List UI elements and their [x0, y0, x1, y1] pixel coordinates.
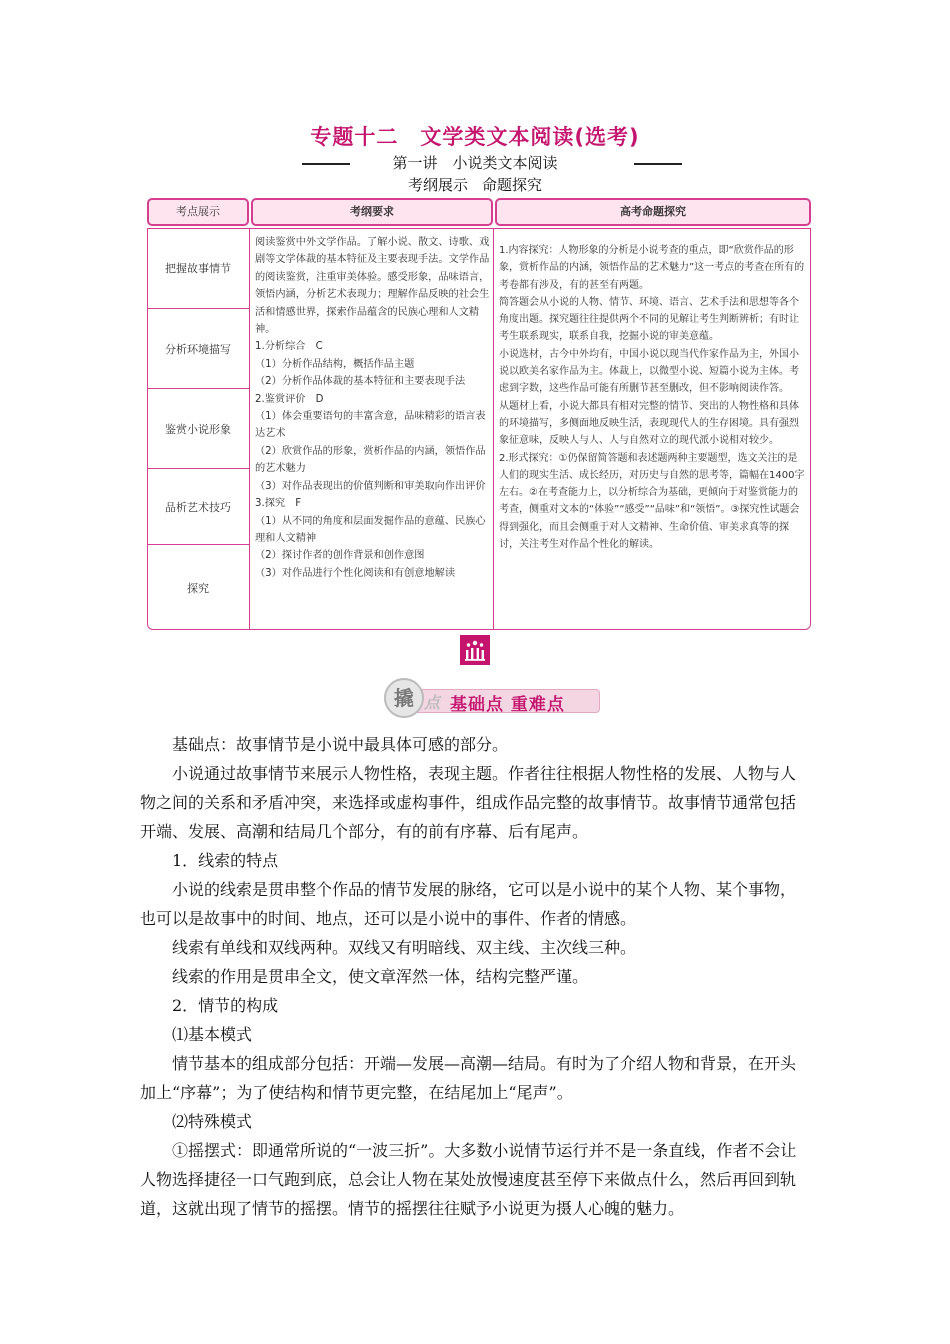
requirement-line: （1）体会重要语句的丰富含意，品味精彩的语言表达艺术: [255, 411, 486, 440]
requirement-line: （3）对作品表现出的价值判断和审美取向作出评价: [255, 480, 486, 492]
paragraph: 情节基本的组成部分包括：开端—发展—高潮—结局。有时为了介绍人物和背景，在开头加上“序幕”；为了使结构和情节更完整，在结尾加上“尾声”。: [140, 1054, 797, 1102]
column-divider: [493, 228, 494, 630]
exploration-paragraph: 简答题会从小说的人物、情节、环境、语言、艺术手法和思想等各个角度出题。探究题往往提供两个不同的见解让考生判断辨析；有时让考生联系现实，联系自我，挖掘小说的审美意蕴。: [499, 296, 799, 343]
paragraph: 基础点：故事情节是小说中最具体可感的部分。: [172, 735, 509, 754]
subtitle-exploration: 命题探究: [482, 176, 543, 194]
body-text: [140, 730, 810, 1223]
column-divider: [249, 228, 250, 630]
requirement-line: （3）对作品进行个性化阅读和有创意地解读: [255, 567, 456, 579]
exploration-paragraph: 1.内容探究：人物形象的分析是小说考查的重点，即“欣赏作品的形象，赏析作品的内涵，领悟作品的艺术魅力”这一考点的考查在所有的考卷都有涉及，有的甚至有两题。: [499, 245, 805, 291]
syllabus-table: [147, 198, 811, 630]
title-topic: 专题十二: [310, 125, 399, 149]
header-requirements: 考纲要求: [251, 198, 493, 226]
exploration-column: [499, 242, 805, 553]
topic-character: 鉴赏小说形象: [147, 388, 249, 468]
exploration-paragraph: 小说选材，古今中外均有，中国小说以现当代作家作品为主，外国小说以欧美名家作品为主。体裁上，以微型小说、短篇小说为主体。考虑到字数，这些作品可能有所删节甚至删改，但不影响阅读作答。: [499, 348, 799, 395]
requirement-line: 2.鉴赏评价 D: [255, 393, 324, 405]
section-heading: [384, 676, 600, 720]
topic-inquiry: 探究: [147, 544, 249, 630]
paragraph: 2．情节的构成: [172, 996, 279, 1015]
title-subject: 文学类文本阅读(选考): [420, 125, 640, 149]
requirement-line: 阅读鉴赏中外文学作品。了解小说、散文、诗歌、戏剧等文学体裁的基本特征及主要表现手法。文学作品的阅读鉴赏，注重审美体验。感受形象，品味语言，领悟内涵，分析艺术表现力；理解作品反映的社会生活和情感世界，探索作品蕴含的民族心理和人文精神。: [255, 237, 490, 336]
requirement-line: （2）分析作品体裁的基本特征和主要表现手法: [255, 376, 466, 388]
section-seal-suffix: 点: [424, 693, 441, 712]
paragraph: ⑵特殊模式: [172, 1112, 253, 1131]
paragraph: 小说的线索是贯串整个作品的情节发展的脉络，它可以是小说中的某个人物、某个事物，也可以是故事中的时间、地点，还可以是小说中的事件、作者的情感。: [140, 880, 797, 928]
requirement-line: 1.分析综合 C: [255, 341, 323, 353]
header-exploration: 高考命题探究: [495, 198, 811, 226]
requirement-line: （1）从不同的角度和层面发掘作品的意蕴、民族心理和人文精神: [255, 515, 486, 544]
requirement-line: （2）探讨作者的创作背景和创作意图: [255, 550, 425, 562]
header-topics: 考点展示: [147, 198, 249, 226]
paragraph: 1．线索的特点: [172, 851, 279, 870]
paragraph: 线索的作用是贯串全文，使文章浑然一体，结构完整严谨。: [172, 967, 589, 986]
requirement-line: 3.探究 F: [255, 498, 302, 510]
requirement-line: （1）分析作品结构，概括作品主题: [255, 358, 415, 370]
paragraph: ①摇摆式：即通常所说的“一波三折”。大多数小说情节运行并不是一条直线，作者不会让人物选择捷径一口气跑到底，总会让人物在某处放慢速度甚至停下来做点什么，然后再回到轨道，这就出现了情节的摇摆。情节的摇摆往往赋予小说更为摄人心魄的魅力。: [140, 1141, 797, 1218]
requirements-column: [255, 234, 491, 582]
decorative-badge-icon: [460, 635, 490, 665]
section-heading-label: 基础点 重难点: [450, 695, 565, 715]
topic-technique: 品析艺术技巧: [147, 468, 249, 544]
lecture-title: 第一讲 小说类文本阅读: [392, 154, 558, 172]
exploration-paragraph: 2.形式探究：①仍保留简答题和表述题两种主要题型，选文关注的是人们的现实生活、成长经历，对历史与自然的思考等，篇幅在1400字左右。②在考查能力上，以分析综合为基础，更倾向于对鉴赏能力的考查，侧重对文本的“体验”“感受”“品味”和“领悟”。③探究性试题会得到强化，而且会侧重于对人文精神、生命价值、审美求真等的探讨，关注考生对作品个性化的解读。: [499, 452, 805, 551]
topic-setting: 分析环境描写: [147, 308, 249, 388]
lecture-subtitle: [0, 152, 950, 174]
exploration-paragraph: 从题材上看，小说大都具有相对完整的情节、突出的人物性格和具体的环境描写，多侧面地反映生活，表现现代人的生存困境。具有强烈象征意味，反映人与人、人与自然对立的现代派小说相对较少。: [499, 400, 799, 447]
paragraph: 小说通过故事情节来展示人物性格，表现主题。作者往往根据人物性格的发展、人物与人物之间的关系和矛盾冲突，来选择或虚构事件，组成作品完整的故事情节。故事情节通常包括开端、发展、高潮和结局几个部分，有的前有序幕、后有尾声。: [140, 764, 797, 841]
page-title: [0, 121, 950, 151]
subtitle-outline: 考纲展示: [407, 176, 468, 194]
paragraph: 线索有单线和双线两种。双线又有明暗线、双主线、主次线三种。: [172, 938, 637, 957]
paragraph: ⑴基本模式: [172, 1025, 253, 1044]
section-seal-icon: 撬: [384, 678, 424, 718]
requirement-line: （2）欣赏作品的形象，赏析作品的内涵，领悟作品的艺术魅力: [255, 445, 486, 475]
badge-glyph-icon: [460, 635, 490, 665]
section-subtitle: [0, 174, 950, 195]
right-rule: [634, 163, 682, 165]
topic-plot: 把握故事情节: [165, 262, 231, 275]
